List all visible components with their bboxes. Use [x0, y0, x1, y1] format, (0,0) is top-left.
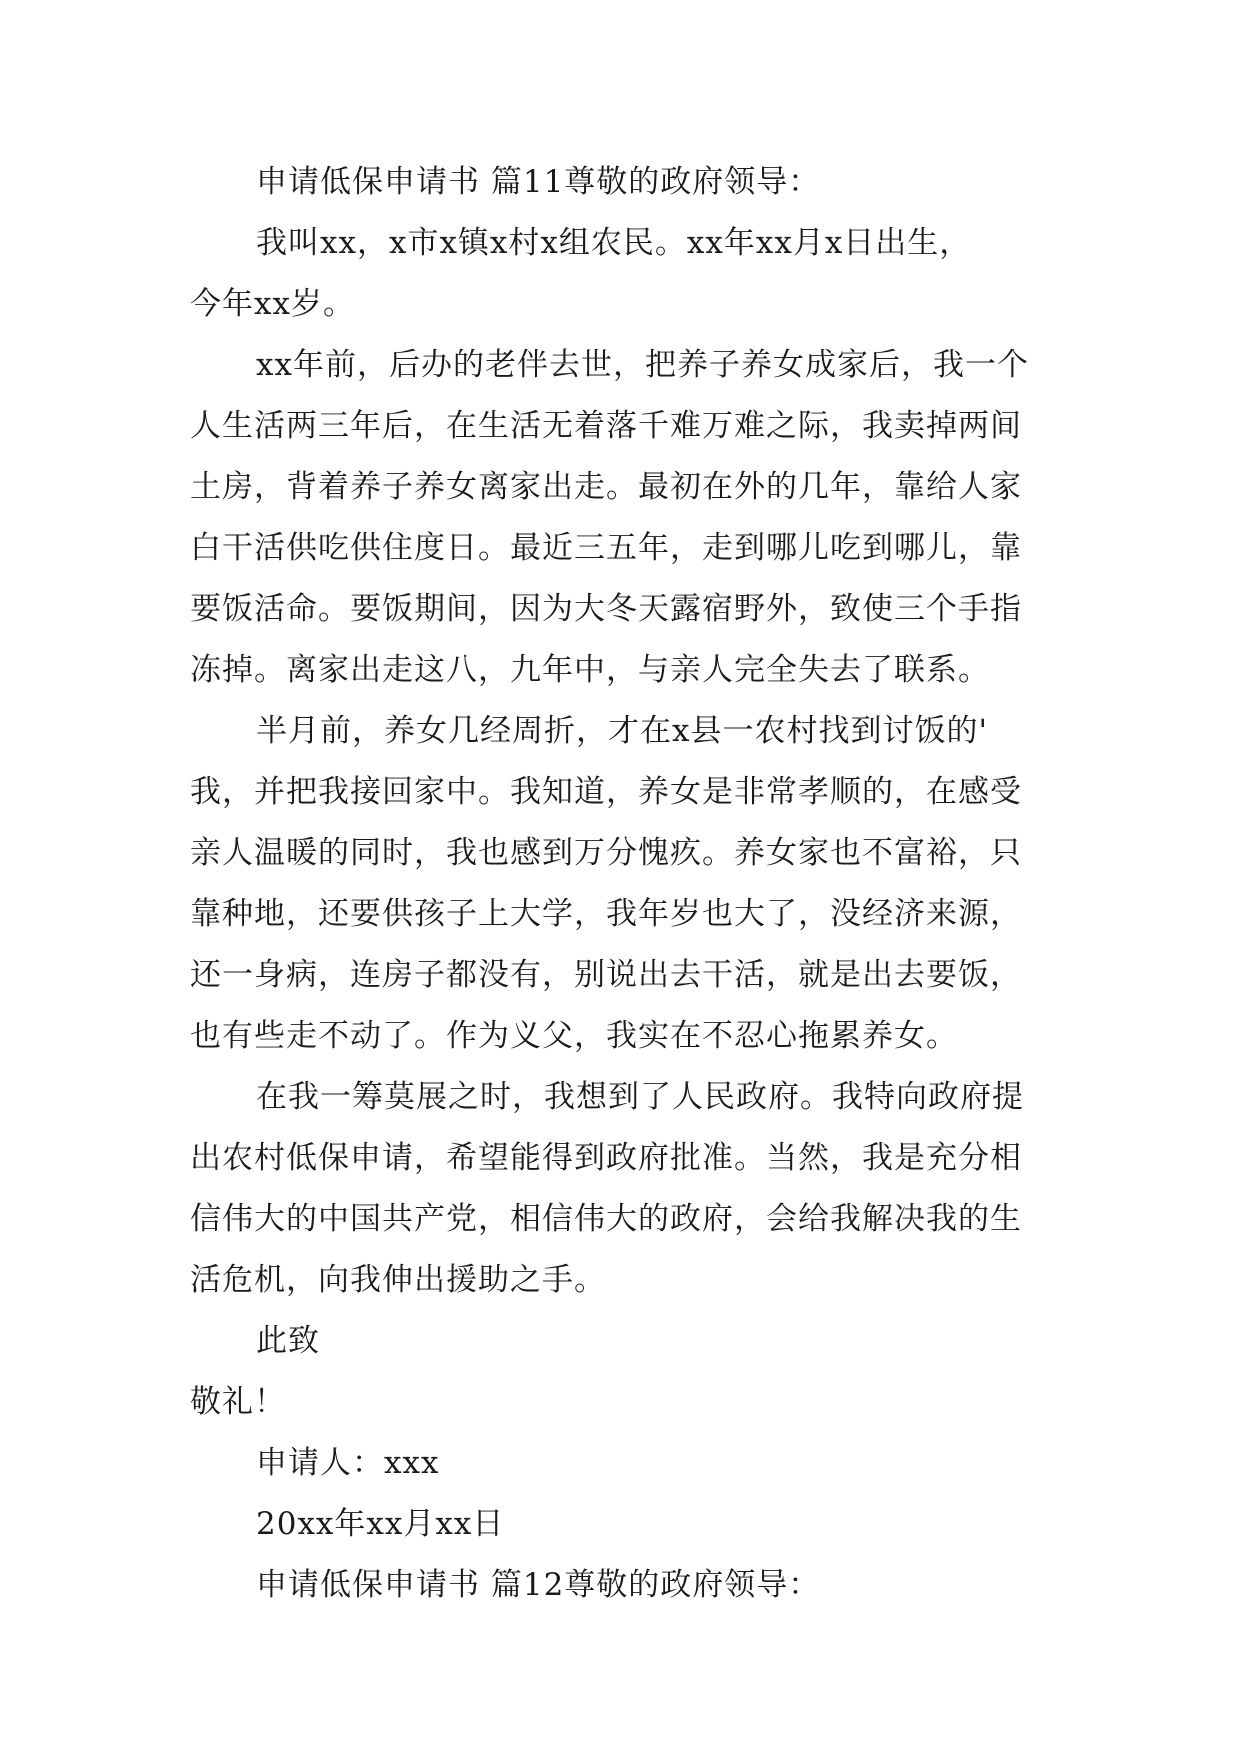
paragraph-line: 亲人温暖的同时，我也感到万分愧疚。养女家也不富裕，只: [190, 835, 1022, 871]
closing-line: 此致: [256, 1323, 320, 1359]
paragraph-line: 我叫xx，x市x镇x村x组农民。xx年xx月x日出生，: [256, 225, 972, 261]
paragraph-line: 今年xx岁。: [190, 286, 355, 322]
paragraph-line: 半月前，养女几经周折，才在x县一农村找到讨饭的': [256, 713, 989, 749]
paragraph-line: 信伟大的中国共产党，相信伟大的政府，会给我解决我的生: [190, 1201, 1022, 1237]
heading-line: 申请低保申请书 篇11尊敬的政府领导：: [256, 164, 821, 200]
paragraph-line: 人生活两三年后，在生活无着落千难万难之际，我卖掉两间: [190, 408, 1022, 444]
paragraph-line: 白干活供吃供住度日。最近三五年，走到哪儿吃到哪儿，靠: [190, 530, 1022, 566]
heading-line: 申请低保申请书 篇12尊敬的政府领导：: [256, 1567, 821, 1603]
applicant-line: 申请人：xxx: [256, 1445, 440, 1481]
paragraph-line: 活危机，向我伸出援助之手。: [190, 1262, 606, 1298]
paragraph-line: 出农村低保申请，希望能得到政府批准。当然，我是充分相: [190, 1140, 1022, 1176]
paragraph-line: 在我一筹莫展之时，我想到了人民政府。我特向政府提: [256, 1079, 1024, 1115]
paragraph-line: 靠种地，还要供孩子上大学，我年岁也大了，没经济来源，: [190, 896, 1022, 932]
salutation-line: 敬礼！: [190, 1384, 286, 1420]
paragraph-line: 要饭活命。要饭期间，因为大冬天露宿野外，致使三个手指: [190, 591, 1022, 627]
paragraph-line: 也有些走不动了。作为义父，我实在不忍心拖累养女。: [190, 1018, 958, 1054]
paragraph-line: xx年前，后办的老伴去世，把养子养女成家后，我一个: [256, 347, 1029, 383]
paragraph-line: 冻掉。离家出走这八，九年中，与亲人完全失去了联系。: [190, 652, 990, 688]
paragraph-line: 我，并把我接回家中。我知道，养女是非常孝顺的，在感受: [190, 774, 1022, 810]
paragraph-line: 土房，背着养子养女离家出走。最初在外的几年，靠给人家: [190, 469, 1022, 505]
document-body: [190, 152, 1070, 1616]
paragraph-line: 还一身病，连房子都没有，别说出去干活，就是出去要饭，: [190, 957, 1022, 993]
date-line: 20xx年xx月xx日: [256, 1506, 505, 1542]
